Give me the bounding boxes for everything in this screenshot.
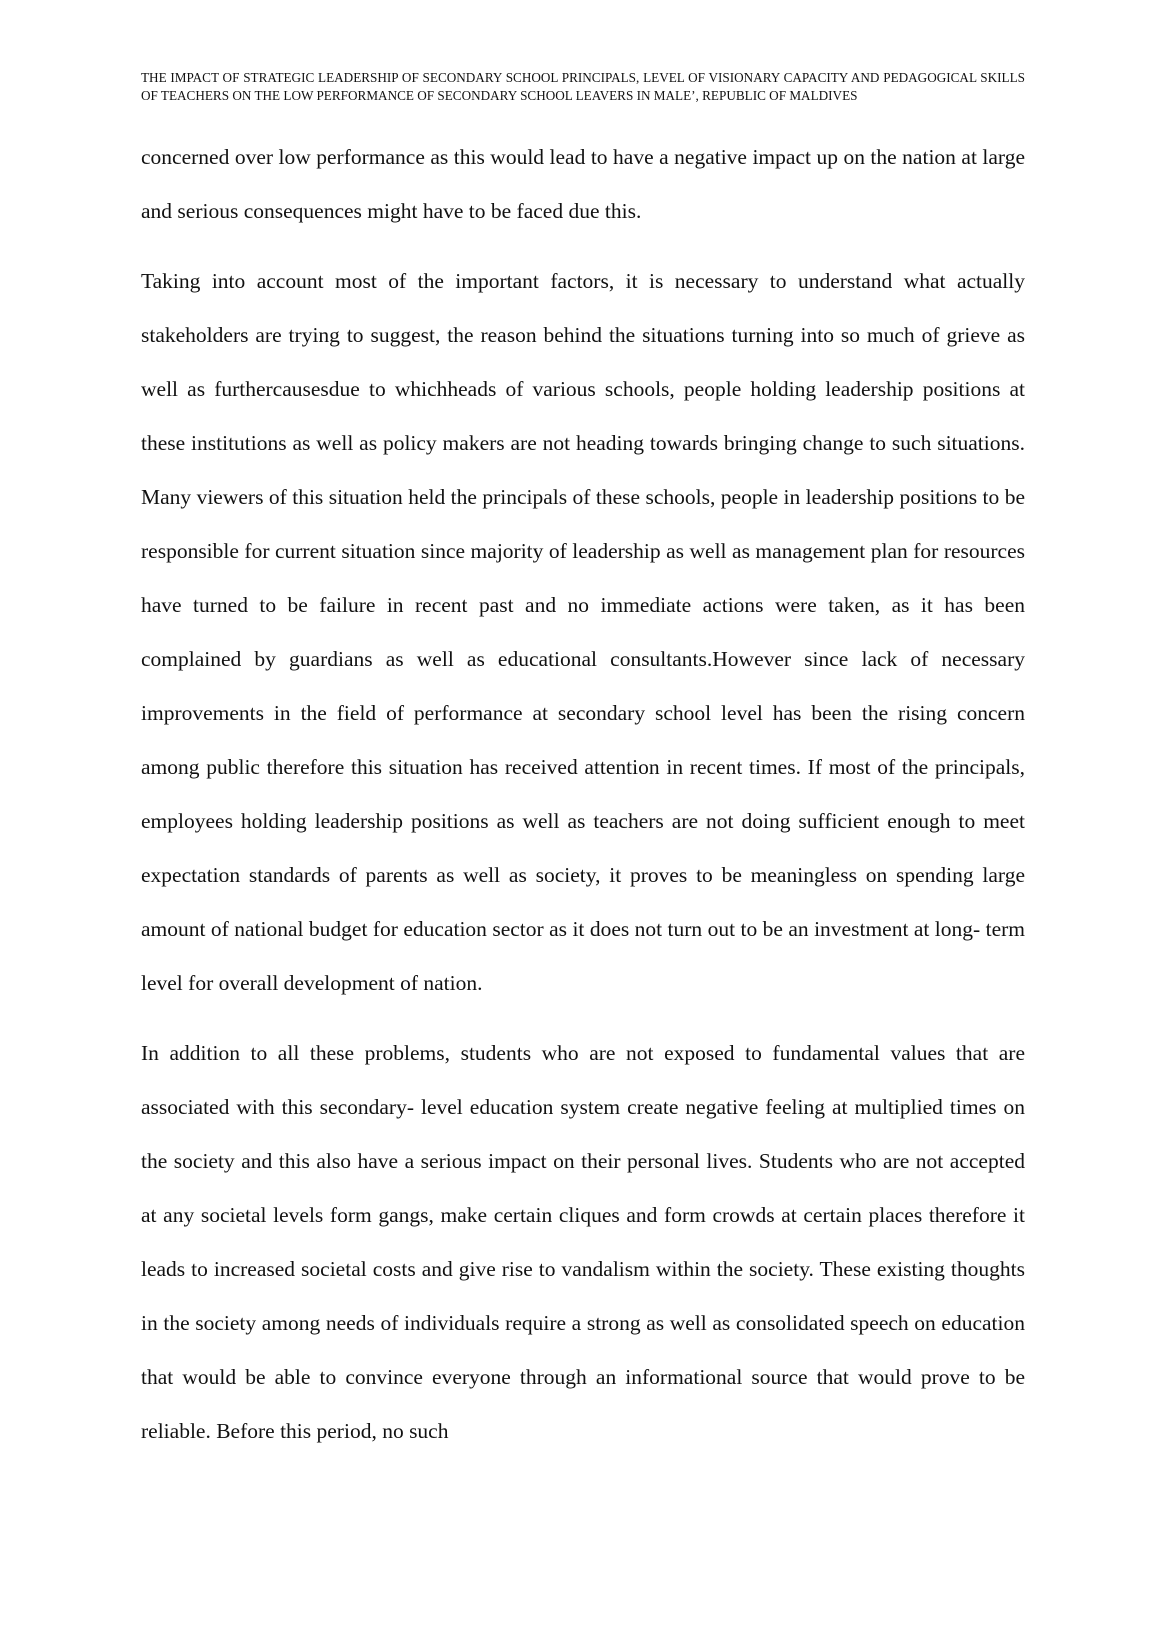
paragraph-stakeholders: Taking into account most of the important factors, it is necessary to understand what actually stakeholders are trying to suggest, the reason behind the situations turning into so much of grieve as well as furthercausesdue to whichheads of various schools, people holding leadership positions at these institutions as well as policy makers are not heading towards bringing change to such situations. Many viewers of this situation held the principals of these schools, people in leadership positions to be responsible for current situation since majority of leadership as well as management plan for resources have turned to be failure in recent past and no immediate actions were taken, as it has been complained by guardians as well as educational consultants.However since lack of necessary improvements in the field of performance at secondary school level has been the rising concern among public therefore this situation has received attention in recent times. If most of the principals, employees holding leadership positions as well as teachers are not doing sufficient enough to meet expectation standards of parents as well as society, it proves to be meaningless on spending large amount of national budget for education sector as it does not turn out to be an investment at long- term level for overall development of nation.	[141, 269, 1025, 995]
paragraph-additional-problems: In addition to all these problems, students who are not exposed to fundamental values that are associated with this secondary- level education system create negative feeling at multiplied times on the society and this also have a serious impact on their personal lives. Students who are not accepted at any societal levels form gangs, make certain cliques and form crowds at certain places therefore it leads to increased societal costs and give rise to vandalism within the society. These existing thoughts in the society among needs of individuals require a strong as well as consolidated speech on education that would be able to convince everyone through an informational source that would prove to be reliable. Before this period, no such	[141, 1041, 1025, 1443]
paragraph-continuation: concerned over low performance as this would lead to have a negative impact up on the nation at large and serious consequences might have to be faced due this.	[141, 145, 1025, 223]
body-text	[141, 130, 1025, 1474]
running-header: THE IMPACT OF STRATEGIC LEADERSHIP OF SECONDARY SCHOOL PRINCIPALS, LEVEL OF VISIONARY CAPACITY AND PEDAGOGICAL SKILLS OF TEACHERS ON THE LOW PERFORMANCE OF SECONDARY SCHOOL LEAVERS IN MALE’, REPUBLIC OF MALDIVES	[141, 70, 1025, 103]
